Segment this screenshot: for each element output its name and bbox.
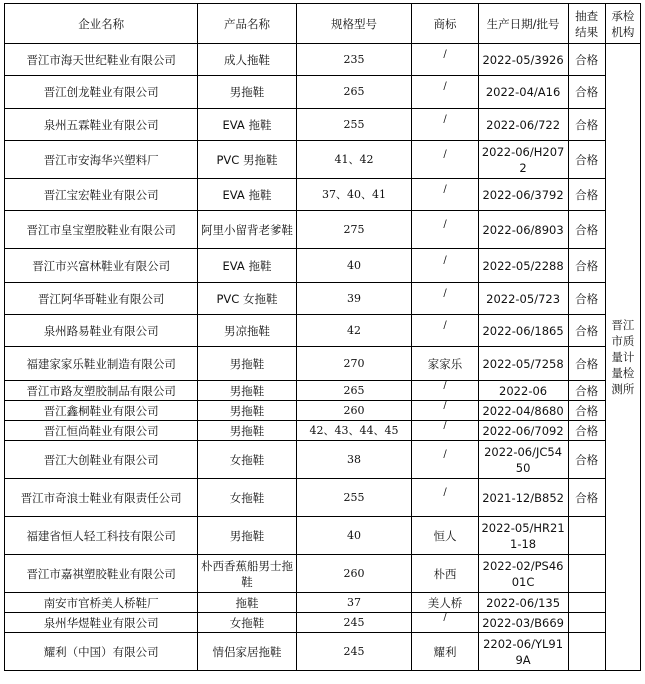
trademark-cell xyxy=(412,479,478,517)
table-row xyxy=(5,315,641,347)
table-row xyxy=(5,381,641,401)
table-row xyxy=(5,633,641,671)
trademark-cell xyxy=(412,421,478,441)
trademark-cell xyxy=(412,76,478,109)
table-row xyxy=(5,555,641,593)
header-org: 承检机构 xyxy=(605,4,640,44)
date-batch-cell: 2022-02/PS4601C xyxy=(478,555,568,593)
date-batch-cell: 2022-05/2288 xyxy=(478,249,568,283)
company-cell: 晋江宝宏鞋业有限公司 xyxy=(5,179,198,211)
trademark-value: 朴西 xyxy=(433,566,457,581)
date-batch-cell: 2022-05/723 xyxy=(478,283,568,315)
trademark-value: / xyxy=(443,400,447,411)
table-row xyxy=(5,283,641,315)
product-cell: 阿里小留背老爹鞋 xyxy=(198,211,296,249)
product-cell: 男拖鞋 xyxy=(198,517,296,555)
trademark-value: / xyxy=(443,218,447,230)
table-row xyxy=(5,109,641,141)
result-cell xyxy=(568,555,605,593)
product-cell: PVC 男拖鞋 xyxy=(198,141,296,179)
trademark-value: 美人桥 xyxy=(427,595,463,610)
company-cell: 泉州华煜鞋业有限公司 xyxy=(5,613,198,633)
trademark-cell xyxy=(412,44,478,76)
table-row xyxy=(5,593,641,613)
spec-cell: 245 xyxy=(296,613,412,633)
company-cell: 晋江创龙鞋业有限公司 xyxy=(5,76,198,109)
product-cell: 成人拖鞋 xyxy=(198,44,296,76)
table-row xyxy=(5,249,641,283)
spec-cell: 260 xyxy=(296,401,412,421)
date-batch-cell: 2022-06/JC5450 xyxy=(478,441,568,479)
table-row xyxy=(5,401,641,421)
company-cell: 晋江鑫桐鞋业有限公司 xyxy=(5,401,198,421)
date-batch-cell: 2022-04/A16 xyxy=(478,76,568,109)
trademark-cell xyxy=(412,401,478,421)
trademark-value: / xyxy=(443,48,447,60)
table-row xyxy=(5,613,641,633)
table-row xyxy=(5,421,641,441)
product-cell: 男拖鞋 xyxy=(198,401,296,421)
product-cell: 男凉拖鞋 xyxy=(198,315,296,347)
table-row xyxy=(5,141,641,179)
spec-cell: 260 xyxy=(296,555,412,593)
date-batch-cell: 2022-06/135 xyxy=(478,593,568,613)
inspection-results-table xyxy=(4,3,641,671)
product-cell: 拖鞋 xyxy=(198,593,296,613)
date-batch-cell: 2022-06/8903 xyxy=(478,211,568,249)
spec-cell: 275 xyxy=(296,211,412,249)
company-cell: 耀利（中国）有限公司 xyxy=(5,633,198,671)
result-cell: 合格 xyxy=(568,347,605,381)
product-cell: 女拖鞋 xyxy=(198,613,296,633)
company-cell: 晋江市兴富林鞋业有限公司 xyxy=(5,249,198,283)
company-cell: 泉州路易鞋业有限公司 xyxy=(5,315,198,347)
trademark-cell xyxy=(412,347,478,381)
header-spec: 规格型号 xyxy=(296,4,412,44)
header-company: 企业名称 xyxy=(5,4,198,44)
trademark-value: / xyxy=(443,380,447,391)
spec-cell: 270 xyxy=(296,347,412,381)
result-cell: 合格 xyxy=(568,44,605,76)
trademark-cell xyxy=(412,517,478,555)
date-batch-cell: 2022-06/1865 xyxy=(478,315,568,347)
trademark-value: / xyxy=(443,148,447,160)
trademark-value: / xyxy=(443,287,447,299)
header-result: 抽查结果 xyxy=(568,4,605,44)
date-batch-cell: 2021-12/B852 xyxy=(478,479,568,517)
product-cell: PVC 女拖鞋 xyxy=(198,283,296,315)
header-row xyxy=(5,4,641,44)
company-cell: 晋江市路友塑胶制品有限公司 xyxy=(5,381,198,401)
date-batch-cell: 2022-05/HR211-18 xyxy=(478,517,568,555)
trademark-value: / xyxy=(443,420,447,431)
table-row xyxy=(5,441,641,479)
product-cell: EVA 拖鞋 xyxy=(198,179,296,211)
spec-cell: 38 xyxy=(296,441,412,479)
trademark-value: / xyxy=(443,113,447,125)
company-cell: 晋江阿华哥鞋业有限公司 xyxy=(5,283,198,315)
result-cell: 合格 xyxy=(568,76,605,109)
table-row xyxy=(5,347,641,381)
trademark-cell xyxy=(412,593,478,613)
trademark-cell xyxy=(412,633,478,671)
spec-cell: 245 xyxy=(296,633,412,671)
product-cell: 男拖鞋 xyxy=(198,381,296,401)
table-row xyxy=(5,211,641,249)
result-cell: 合格 xyxy=(568,401,605,421)
trademark-value: / xyxy=(443,319,447,331)
spec-cell: 265 xyxy=(296,76,412,109)
date-batch-cell: 2022-03/B669 xyxy=(478,613,568,633)
company-cell: 泉州五霖鞋业有限公司 xyxy=(5,109,198,141)
spec-cell: 37、40、41 xyxy=(296,179,412,211)
result-cell: 合格 xyxy=(568,179,605,211)
company-cell: 晋江市海天世纪鞋业有限公司 xyxy=(5,44,198,76)
trademark-cell xyxy=(412,441,478,479)
product-cell: 男拖鞋 xyxy=(198,76,296,109)
company-cell: 晋江恒尚鞋业有限公司 xyxy=(5,421,198,441)
trademark-value: 恒人 xyxy=(433,528,457,543)
company-cell: 晋江市嘉祺塑胶鞋业有限公司 xyxy=(5,555,198,593)
date-batch-cell: 2022-06/7092 xyxy=(478,421,568,441)
table-body xyxy=(5,44,641,671)
result-cell: 合格 xyxy=(568,479,605,517)
header-date-batch: 生产日期/批号 xyxy=(478,4,568,44)
spec-cell: 41、42 xyxy=(296,141,412,179)
table-row xyxy=(5,76,641,109)
company-cell: 南安市官桥美人桥鞋厂 xyxy=(5,593,198,613)
date-batch-cell: 2022-04/8680 xyxy=(478,401,568,421)
trademark-cell xyxy=(412,109,478,141)
trademark-cell xyxy=(412,613,478,633)
trademark-cell xyxy=(412,249,478,283)
product-cell: 女拖鞋 xyxy=(198,479,296,517)
table-row xyxy=(5,44,641,76)
spec-cell: 42、43、44、45 xyxy=(296,421,412,441)
product-cell: EVA 拖鞋 xyxy=(198,109,296,141)
spec-cell: 255 xyxy=(296,479,412,517)
date-batch-cell: 2022-05/7258 xyxy=(478,347,568,381)
product-cell: 情侣家居拖鞋 xyxy=(198,633,296,671)
product-cell: 男拖鞋 xyxy=(198,421,296,441)
spec-cell: 42 xyxy=(296,315,412,347)
result-cell: 合格 xyxy=(568,211,605,249)
trademark-cell xyxy=(412,179,478,211)
company-cell: 晋江市皇宝塑胶鞋业有限公司 xyxy=(5,211,198,249)
trademark-value: 耀利 xyxy=(433,644,457,659)
company-cell: 晋江大创鞋业有限公司 xyxy=(5,441,198,479)
trademark-cell xyxy=(412,283,478,315)
result-cell: 合格 xyxy=(568,381,605,401)
company-cell: 福建省恒人轻工科技有限公司 xyxy=(5,517,198,555)
result-cell xyxy=(568,517,605,555)
company-cell: 福建家家乐鞋业制造有限公司 xyxy=(5,347,198,381)
company-cell: 晋江市安海华兴塑料厂 xyxy=(5,141,198,179)
trademark-value: / xyxy=(443,81,447,92)
spec-cell: 39 xyxy=(296,283,412,315)
trademark-value: / xyxy=(443,612,447,623)
trademark-value: / xyxy=(443,486,447,498)
product-cell: 女拖鞋 xyxy=(198,441,296,479)
table-row xyxy=(5,179,641,211)
header-product: 产品名称 xyxy=(198,4,296,44)
spec-cell: 40 xyxy=(296,517,412,555)
date-batch-cell: 2022-05/3926 xyxy=(478,44,568,76)
product-cell: 朴西香蕉船男士拖鞋 xyxy=(198,555,296,593)
result-cell: 合格 xyxy=(568,315,605,347)
date-batch-cell: 2022-06/722 xyxy=(478,109,568,141)
trademark-value: / xyxy=(443,183,447,195)
result-cell: 合格 xyxy=(568,141,605,179)
trademark-value: / xyxy=(443,448,447,460)
table-row xyxy=(5,517,641,555)
result-cell: 合格 xyxy=(568,109,605,141)
result-cell xyxy=(568,613,605,633)
trademark-cell xyxy=(412,315,478,347)
org-cell: 晋江市质量计量检测所 xyxy=(605,44,640,671)
result-cell: 合格 xyxy=(568,441,605,479)
spec-cell: 37 xyxy=(296,593,412,613)
date-batch-cell: 2022-06 xyxy=(478,381,568,401)
result-cell: 合格 xyxy=(568,249,605,283)
product-cell: 男拖鞋 xyxy=(198,347,296,381)
trademark-value: 家家乐 xyxy=(427,356,463,371)
trademark-value: / xyxy=(443,254,447,266)
table-row xyxy=(5,479,641,517)
trademark-cell xyxy=(412,141,478,179)
date-batch-cell: 2022-06/H2072 xyxy=(478,141,568,179)
trademark-cell xyxy=(412,381,478,401)
spec-cell: 255 xyxy=(296,109,412,141)
spec-cell: 265 xyxy=(296,381,412,401)
result-cell: 合格 xyxy=(568,421,605,441)
date-batch-cell: 2022-06/3792 xyxy=(478,179,568,211)
result-cell: 合格 xyxy=(568,283,605,315)
date-batch-cell: 2202-06/YL919A xyxy=(478,633,568,671)
spec-cell: 40 xyxy=(296,249,412,283)
header-trademark: 商标 xyxy=(412,4,478,44)
spec-cell: 235 xyxy=(296,44,412,76)
company-cell: 晋江市奇浪士鞋业有限责任公司 xyxy=(5,479,198,517)
product-cell: EVA 拖鞋 xyxy=(198,249,296,283)
result-cell xyxy=(568,593,605,613)
trademark-cell xyxy=(412,211,478,249)
trademark-cell xyxy=(412,555,478,593)
result-cell xyxy=(568,633,605,671)
